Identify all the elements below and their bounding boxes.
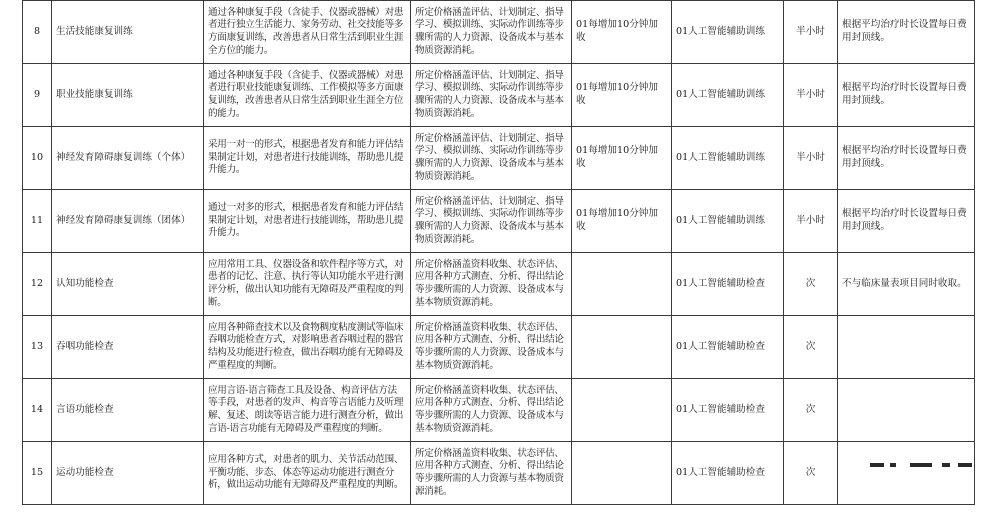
item-extra-charge: 01每增加10分钟加收 xyxy=(572,64,672,127)
item-extra-charge xyxy=(572,442,672,505)
item-number: 9 xyxy=(23,64,52,127)
item-note: 根据平均治疗时长设置每日费用封顶线。 xyxy=(838,64,975,127)
item-note: 不与临床量表项目同时收取。 xyxy=(838,253,975,316)
table-row xyxy=(23,190,975,253)
item-ai-assist: 01人工智能辅助训练 xyxy=(672,64,784,127)
item-price-content: 所定价格涵盖评估、计划制定、指导学习、模拟训练、实际动作训练等步骤所需的人力资源、设备成本与基本物质资源消耗。 xyxy=(411,64,572,127)
item-description: 通过各种康复手段（含徒手、仪器或器械）对患者进行职业技能康复训练、工作模拟等多方面康复训练，改善患者从日常生活到职业生涯全方位的能力。 xyxy=(204,64,411,127)
item-name: 运动功能检查 xyxy=(52,442,204,505)
item-ai-assist: 01人工智能辅助检查 xyxy=(672,253,784,316)
table-row xyxy=(23,64,975,127)
item-note: 根据平均治疗时长设置每日费用封顶线。 xyxy=(838,127,975,190)
item-name: 吞咽功能检查 xyxy=(52,316,204,379)
item-name: 职业技能康复训练 xyxy=(52,64,204,127)
price-item-table xyxy=(22,0,975,505)
item-extra-charge: 01每增加10分钟加收 xyxy=(572,127,672,190)
item-ai-assist: 01人工智能辅助训练 xyxy=(672,1,784,64)
item-description: 应用常用工具、仪器设备和软件程序等方式，对患者的记忆、注意、执行等认知功能水平进行测评分析，做出认知功能有无障碍及严重程度的判断。 xyxy=(204,253,411,316)
item-unit: 半小时 xyxy=(784,190,838,253)
item-price-content: 所定价格涵盖评估、计划制定、指导学习、模拟训练、实际动作训练等步骤所需的人力资源、设备成本与基本物质资源消耗。 xyxy=(411,1,572,64)
item-extra-charge xyxy=(572,379,672,442)
item-price-content: 所定价格涵盖资料收集、状态评估、应用各种方式测查、分析、得出结论等步骤所需的人力资源与基本物质资源消耗。 xyxy=(411,442,572,505)
item-unit: 半小时 xyxy=(784,64,838,127)
item-description: 应用各种筛查技术以及食物稠度粘度测试等临床吞咽功能检查方式，对影响患者吞咽过程的器官结构及功能进行检查，做出吞咽功能有无障碍及严重程度的判断。 xyxy=(204,316,411,379)
item-unit: 半小时 xyxy=(784,127,838,190)
item-name: 生活技能康复训练 xyxy=(52,1,204,64)
item-unit: 次 xyxy=(784,316,838,379)
table-row xyxy=(23,316,975,379)
item-price-content: 所定价格涵盖评估、计划制定、指导学习、模拟训练、实际动作训练等步骤所需的人力资源、设备成本与基本物质资源消耗。 xyxy=(411,190,572,253)
item-note xyxy=(838,379,975,442)
watermark-strokes xyxy=(870,463,975,473)
item-ai-assist: 01人工智能辅助检查 xyxy=(672,379,784,442)
item-number: 14 xyxy=(23,379,52,442)
item-ai-assist: 01人工智能辅助检查 xyxy=(672,442,784,505)
item-name: 认知功能检查 xyxy=(52,253,204,316)
item-extra-charge xyxy=(572,253,672,316)
table-row xyxy=(23,1,975,64)
item-price-content: 所定价格涵盖资料收集、状态评估、应用各种方式测查、分析、得出结论等步骤所需的人力资源、设备成本与基本物质资源消耗。 xyxy=(411,379,572,442)
item-description: 应用各种方式，对患者的肌力、关节活动范围、平衡功能、步态、体态等运动功能进行测查分析，做出运动功能有无障碍及严重程度的判断。 xyxy=(204,442,411,505)
item-unit: 次 xyxy=(784,379,838,442)
item-number: 12 xyxy=(23,253,52,316)
item-extra-charge: 01每增加10分钟加收 xyxy=(572,190,672,253)
item-ai-assist: 01人工智能辅助训练 xyxy=(672,190,784,253)
item-price-content: 所定价格涵盖资料收集、状态评估、应用各种方式测查、分析、得出结论等步骤所需的人力资源、设备成本与基本物质资源消耗。 xyxy=(411,316,572,379)
item-note: 根据平均治疗时长设置每日费用封顶线。 xyxy=(838,1,975,64)
item-description: 通过一对多的形式，根据患者发育和能力评估结果制定计划，对患者进行技能训练，帮助患儿提升能力。 xyxy=(204,190,411,253)
item-name: 神经发育障碍康复训练（个体） xyxy=(52,127,204,190)
item-description: 通过各种康复手段（含徒手、仪器或器械）对患者进行独立生活能力、家务劳动、社交技能等多方面康复训练，改善患者从日常生活到职业生涯全方位的能力。 xyxy=(204,1,411,64)
item-unit: 半小时 xyxy=(784,1,838,64)
item-number: 8 xyxy=(23,1,52,64)
item-note xyxy=(838,316,975,379)
item-number: 10 xyxy=(23,127,52,190)
item-number: 13 xyxy=(23,316,52,379)
item-number: 15 xyxy=(23,442,52,505)
item-unit: 次 xyxy=(784,253,838,316)
item-name: 神经发育障碍康复训练（团体） xyxy=(52,190,204,253)
item-description: 采用一对一的形式，根据患者发育和能力评估结果制定计划，对患者进行技能训练，帮助患儿提升能力。 xyxy=(204,127,411,190)
item-note: 根据平均治疗时长设置每日费用封顶线。 xyxy=(838,190,975,253)
table-row xyxy=(23,379,975,442)
item-extra-charge: 01每增加10分钟加收 xyxy=(572,1,672,64)
item-price-content: 所定价格涵盖资料收集、状态评估、应用各种方式测查、分析、得出结论等步骤所需的人力资源、设备成本与基本物质资源消耗。 xyxy=(411,253,572,316)
item-ai-assist: 01人工智能辅助训练 xyxy=(672,127,784,190)
table-row xyxy=(23,442,975,505)
item-note xyxy=(838,442,975,505)
item-extra-charge xyxy=(572,316,672,379)
item-description: 应用言语-语言筛查工具及设备、构音评估方法等手段，对患者的发声、构音等言语能力及听理解、复述、朗读等语言能力进行测查分析，做出言语-语言功能有无障碍及严重程度的判断。 xyxy=(204,379,411,442)
item-unit: 次 xyxy=(784,442,838,505)
table-row xyxy=(23,127,975,190)
item-number: 11 xyxy=(23,190,52,253)
item-ai-assist: 01人工智能辅助检查 xyxy=(672,316,784,379)
table-row xyxy=(23,253,975,316)
item-name: 言语功能检查 xyxy=(52,379,204,442)
item-price-content: 所定价格涵盖评估、计划制定、指导学习、模拟训练、实际动作训练等步骤所需的人力资源、设备成本与基本物质资源消耗。 xyxy=(411,127,572,190)
